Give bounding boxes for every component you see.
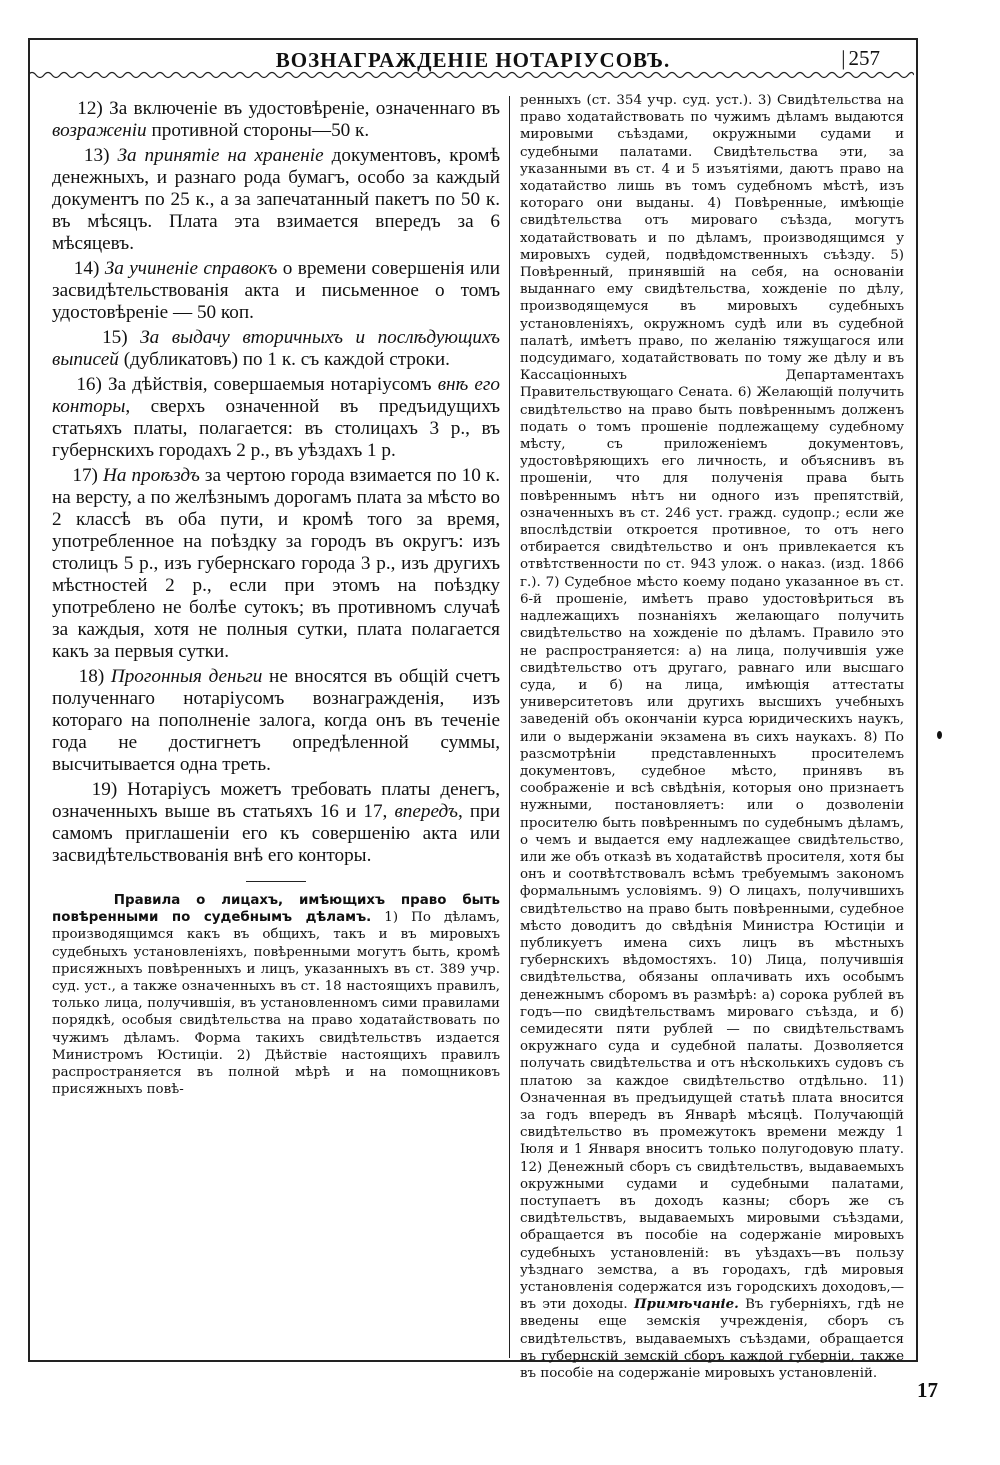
article-paragraph [52, 145, 500, 255]
article-emphasis: впередъ [394, 801, 458, 822]
footnote-text [52, 892, 500, 1098]
article-text: не вносятся въ общій счетъ полученнаго нотаріусомъ вознагражденія, изъ котораго на пополненіе залога, когда онъ въ теченіе года не достигнетъ опредѣленной суммы, высчитывается одна треть. [52, 666, 500, 775]
article-number: 19) [91, 779, 118, 800]
footnote-body: 1) По дѣламъ, производящимся какъ въ общихъ, такъ и въ мировыхъ судебныхъ установленіяхъ, повѣренными могутъ быть, кромѣ присяжныхъ повѣренныхъ и лицъ, указанныхъ въ ст. 389 учр. суд. уст., а также означенныхъ въ ст. 18 настоящихъ правилъ, только лица, получившія, въ установленномъ сими правилами порядкѣ, особыя свидѣтельства на право ходатайствовать по чужимъ дѣламъ. Форма такихъ свидѣтельствъ издается Министромъ Юстиціи. 2) Дѣйствіе настоящихъ правилъ распространяется въ полной мѣрѣ и на помощниковъ присяжныхъ повѣ- [52, 910, 500, 1098]
article-number: 12) [77, 98, 103, 119]
note-label: Примѣчаніе. [633, 1296, 739, 1313]
article-text: За включеніе въ удостовѣреніе, означеннаго въ [109, 98, 500, 119]
footnote-continuation [520, 92, 904, 1382]
article-emphasis: Прогонныя деньги [110, 666, 263, 687]
article-emphasis: За выдачу вторичныхъ и послѣдующихъ выписей [52, 327, 501, 370]
note-text: Въ губерніяхъ, гдѣ не введены еще земскія учрежденія, сборъ съ свидѣтельствъ, выдаваемыхъ съѣздами, обращается въ губернскій земскій сборъ каждой губерніи, также въ пособіе на содержаніе мировыхъ установленій. [520, 1297, 905, 1382]
article-text: за чертою города взимается по 10 к. на версту, а по желѣзнымъ дорогамъ плата за мѣсто во 2 классѣ въ оба пути, и кромѣ того за время, употребленное на поѣздку за городъ въ округъ: изъ столицъ 5 р., изъ губернскаго города 3 р., изъ другихъ мѣстностей 2 р., если при этомъ на поѣздку употреблено не болѣе сутокъ; въ противномъ случаѣ за каждыя, хотя не полныя сутки, плата полагается какъ за первыя сутки. [52, 465, 501, 662]
article-emphasis: За учиненіе справокъ [104, 258, 278, 279]
running-title: ВОЗНАГРАЖДЕНІЕ НОТАРІУСОВЪ. [275, 48, 671, 72]
article-number: 16) [76, 374, 102, 395]
article-text: противной стороны—50 к. [146, 120, 370, 141]
article-paragraph [52, 374, 500, 462]
article-number: 14) [73, 258, 100, 279]
article-text: документовъ, кромѣ денежныхъ, и разнаго рода бумагъ, особо за каждый документъ по 25 к., а за запечатанный пакетъ по 50 к. въ мѣсяцъ. Плата эта взимается впередъ за 6 мѣсяцевъ. [52, 145, 500, 254]
article-paragraph [52, 465, 500, 663]
article-number: 18) [78, 666, 105, 687]
article-number: 13) [83, 145, 110, 166]
page-frame [28, 38, 918, 1382]
ink-speck [937, 731, 942, 739]
article-text: (дубликатовъ) по 1 к. съ каждой строки. [118, 349, 450, 370]
signature-number: 17 [917, 1378, 938, 1402]
article-text: о времени совершенія или засвидѣтельствованія акта и письменное о томъ удостовѣреніе — 50 коп. [52, 258, 500, 323]
article-number: 17) [72, 465, 98, 486]
footnote-continuation-text: ренныхъ (ст. 354 учр. суд. уст.). 3) Свидѣтельства на право ходатайствовать по чужимъ дѣламъ выдаются мировыми съѣздами, окружными судами и судебными палатами. Свидѣтельства эти, за указанными въ ст. 4 и 5 изъятіями, даютъ право на ходатайство лишь въ томъ судебномъ мѣстѣ, изъ котораго они выданы. 4) Повѣренные, имѣющіе свидѣтельства отъ мироваго съѣзда, могутъ ходатайствовать и по дѣламъ, производящимся у мировыхъ судей, подвѣдомственныхъ съѣзду. 5) Повѣренный, принявшій на себя, на основаніи выданнаго ему свидѣтельства, хожденіе по дѣлу, производящемуся въ мировыхъ судебныхъ установленіяхъ, окружномъ судѣ или въ судебной палатѣ, имѣетъ право, по желанію тяжущагося или подсудимаго, ходатайствовать по тому же дѣлу и въ Кассаціонныхъ Департаментахъ Правительствующаго Сената. 6) Желающій получить свидѣтельство на право быть повѣреннымъ долженъ подать о томъ прошеніе подлежащему судебному мѣсту, съ приложеніемъ документовъ, удостовѣряющихъ его личность, и объяснивъ въ прошеніи, что для полученія права быть повѣреннымъ нѣтъ ни одного изъ препятствій, означенныхъ въ ст. 246 уст. гражд. судопр.; если же впослѣдствіи откроется противное, то отъ него отбирается свидѣтельство и онъ привлекается къ отвѣтственности по ст. 943 улож. о наказ. (изд. 1866 г.). 7) Судебное мѣсто коему подано указанное въ ст. 6-й прошеніе, имѣетъ право удостовѣриться въ надлежащихъ познаніяхъ желающаго получить свидѣтельство на хожденіе по дѣламъ. Правило это не распространяется: а) на лица, получившія уже свидѣтельство отъ другаго, равнаго или высшаго суда, и б) на лица, имѣющія аттестаты университетовъ или другихъ высшихъ учебныхъ заведеній объ окончаніи курса юридическихъ наукъ, или о выдержаніи экзамена въ сихъ наукахъ. 8) По разсмотрѣніи представленныхъ просителемъ документовъ, судебное мѣсто, принявъ въ соображеніе и всѣ свѣдѣнія, которыя оно признаетъ нужными, постановляетъ: или о дозволеніи просителю быть повѣреннымъ по судебнымъ дѣламъ, о чемъ и выдается ему надлежащее свидѣтельство, или же объ отказѣ въ ходатайствѣ просителя, хотя бы онъ и соотвѣтствовалъ всѣмъ требуемымъ закономъ формальнымъ условіямъ. 9) О лицахъ, получившихъ свидѣтельство на право быть повѣренными, судебное мѣсто доводитъ до свѣдѣнія Министра Юстиціи и публикуетъ имена сихъ лицъ въ мѣстныхъ губернскихъ вѣдомостяхъ. 10) Лица, получившія свидѣтельства, обязаны оплачивать ихъ особымъ денежнымъ сборомъ въ размѣрѣ: а) сорока рублей въ годъ—по свидѣтельствамъ мироваго съѣзда, и б) семидесяти пяти рублей — по свидѣтельствамъ окружнаго суда и судебной палаты. Дозволяется получать свидѣтельства и отъ нѣсколькихъ судовъ съ платою за каждое свидѣтельство отдѣльно. 11) Означенная въ предъидущей статьѣ плата вносится за годъ впередъ въ Январѣ мѣсяцѣ. Получающій свидѣтельство въ промежутокъ времени между 1 Іюля и 1 Января вноситъ только полугодовую плату. 12) Денежный сборъ съ свидѣтельствъ, выдаваемыхъ окружными судами и судебными палатами, поступаетъ въ доходъ казны; сборъ же съ свидѣтельствъ, выдаваемыхъ мировыми съѣздами, обращается въ пособіе на содержаніе мировыхъ судебныхъ установленій: въ уѣздахъ—въ пользу уѣзднаго земства, а въ городахъ, гдѣ мировыя установленія содержатся изъ городскихъ доходовъ,—въ эти доходы. [520, 93, 904, 1313]
left-column [52, 98, 500, 1098]
article-paragraph [52, 258, 500, 324]
article-number: 15) [102, 327, 128, 348]
header-wavy-rule [28, 68, 914, 82]
article-text: За дѣйствія, совершаемыя нотаріусомъ [107, 374, 438, 395]
page-number: | 257 [841, 46, 880, 71]
article-paragraph [52, 779, 500, 867]
article-emphasis: возраженіи [52, 120, 147, 141]
footnote-separator [246, 881, 306, 882]
article-paragraph [52, 666, 500, 776]
article-paragraph [52, 327, 500, 371]
article-emphasis: За принятіе на храненіе [117, 145, 324, 166]
right-column [520, 92, 904, 1382]
article-text: , при самомъ приглашеніи его къ совершенію акта или засвидѣтельствованія внѣ его конторы. [52, 801, 500, 866]
footnote-heading: Правила о лицахъ, имѣющихъ право быть повѣренными по судебнымъ дѣламъ. [52, 893, 501, 926]
article-text: , сверхъ означенной въ предъидущихъ статьяхъ платы, полагается: въ столицахъ 3 р., въ губернскихъ городахъ 2 р., въ уѣздахъ 1 р. [52, 396, 500, 461]
column-divider [509, 96, 510, 1358]
article-paragraph [52, 98, 500, 142]
article-emphasis: На проѣздъ [103, 465, 200, 486]
article-text: Нотаріусъ можетъ требовать платы денегъ, означенныхъ выше въ статьяхъ 16 и 17, [52, 779, 501, 822]
article-emphasis: внѣ его конторы [52, 374, 501, 417]
